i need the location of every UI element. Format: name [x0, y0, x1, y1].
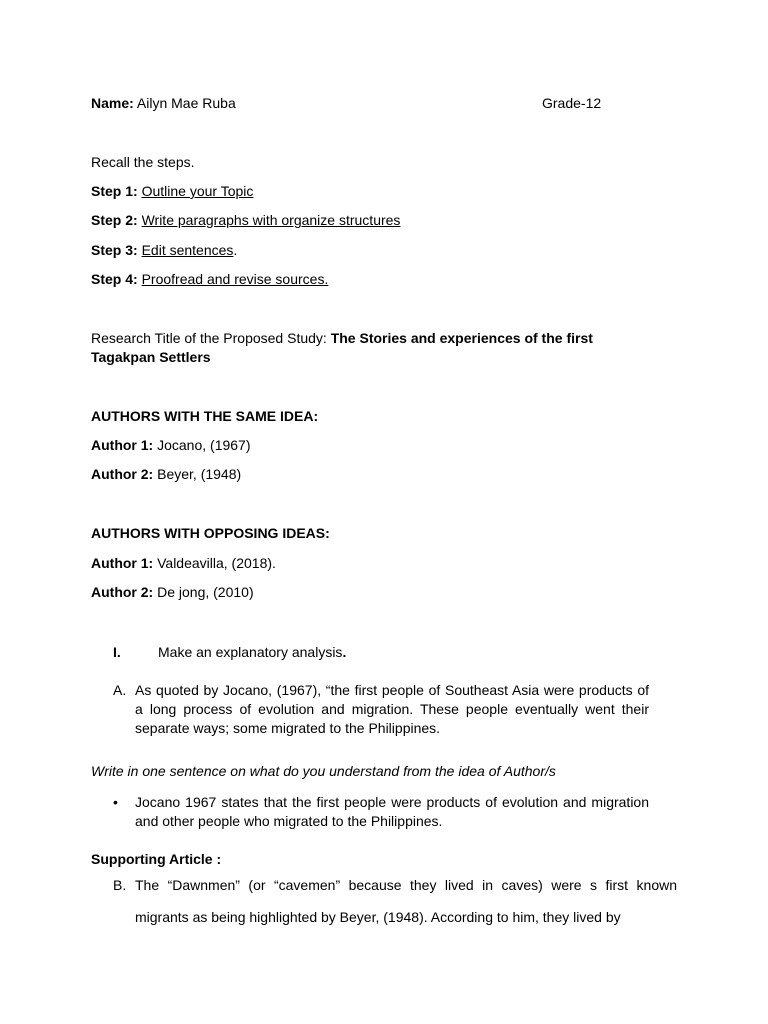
- supporting-heading: [91, 850, 221, 868]
- author-value: Jocano, (1967): [153, 437, 251, 453]
- item-a-marker: A.: [113, 682, 127, 698]
- section-end: .: [342, 644, 347, 660]
- research-title-line-2: [91, 348, 211, 366]
- numeral-text: I.: [113, 644, 121, 660]
- section-heading: [158, 643, 346, 661]
- opposing-author-1: [91, 554, 276, 572]
- name-line: [91, 94, 236, 112]
- bullet-marker: •: [113, 794, 118, 810]
- name-value: Ailyn Mae Ruba: [133, 95, 236, 111]
- step-text: Edit sentences: [141, 242, 234, 258]
- section-text: Make an explanatory analysis: [158, 644, 343, 660]
- author-label: Author 2:: [91, 466, 154, 482]
- heading-text: AUTHORS WITH THE SAME IDEA:: [91, 408, 319, 424]
- author-label: Author 1:: [91, 555, 154, 571]
- step-text: Write paragraphs with organize structures: [141, 212, 401, 228]
- opposing-author-2: [91, 583, 254, 601]
- same-idea-heading: [91, 407, 318, 425]
- author-label: Author 1:: [91, 437, 154, 453]
- opposing-heading: [91, 524, 330, 542]
- recall-text: Recall the steps.: [91, 154, 195, 170]
- same-idea-author-2: [91, 465, 241, 483]
- step-3: [91, 241, 237, 259]
- item-a-text: As quoted by Jocano, (1967), “the first people of Southeast Asia were products of a long process of evolution and migration. These people eventually went their separate ways; some migrated to the Philippines.: [135, 682, 649, 736]
- research-title: The Stories and experiences of the first: [330, 330, 593, 346]
- name-label: Name:: [91, 95, 134, 111]
- research-label: Research Title of the Proposed Study:: [91, 330, 331, 346]
- step-1: [91, 182, 253, 200]
- author-value: De jong, (2010): [153, 584, 254, 600]
- research-title-line: [91, 329, 593, 347]
- step-label: Step 2:: [91, 212, 138, 228]
- bullet-text: Jocano 1967 states that the first people were products of evolution and migration and other people who migrated to the Philippines.: [135, 794, 649, 829]
- author-label: Author 2:: [91, 584, 154, 600]
- step-2: [91, 211, 400, 229]
- instruction-text: Write in one sentence on what do you understand from the idea of Author/s: [91, 763, 556, 779]
- grade-label: Grade-12: [542, 95, 602, 111]
- step-label: Step 1:: [91, 183, 138, 199]
- author-value: Valdeavilla, (2018).: [153, 555, 276, 571]
- step-label: Step 3:: [91, 242, 138, 258]
- section-numeral: [113, 643, 121, 661]
- item-b-text: The “Dawnmen” (or “cavemen” because they lived in caves) were s first known migrants as being highlighted by Beyer, (1948). According to him, they lived by: [135, 877, 677, 925]
- research-title-continued: Tagakpan Settlers: [91, 349, 211, 365]
- author-value: Beyer, (1948): [153, 466, 242, 482]
- step-label: Step 4:: [91, 271, 138, 287]
- heading-text: AUTHORS WITH OPPOSING IDEAS:: [91, 525, 330, 541]
- step-4: [91, 270, 328, 288]
- same-idea-author-1: [91, 436, 251, 454]
- step-text: Proofread and revise sources.: [141, 271, 329, 287]
- supporting-text: Supporting Article :: [91, 851, 222, 867]
- step-suffix: .: [233, 242, 238, 258]
- step-text: Outline your Topic: [141, 183, 254, 199]
- item-b-marker: B.: [113, 877, 127, 893]
